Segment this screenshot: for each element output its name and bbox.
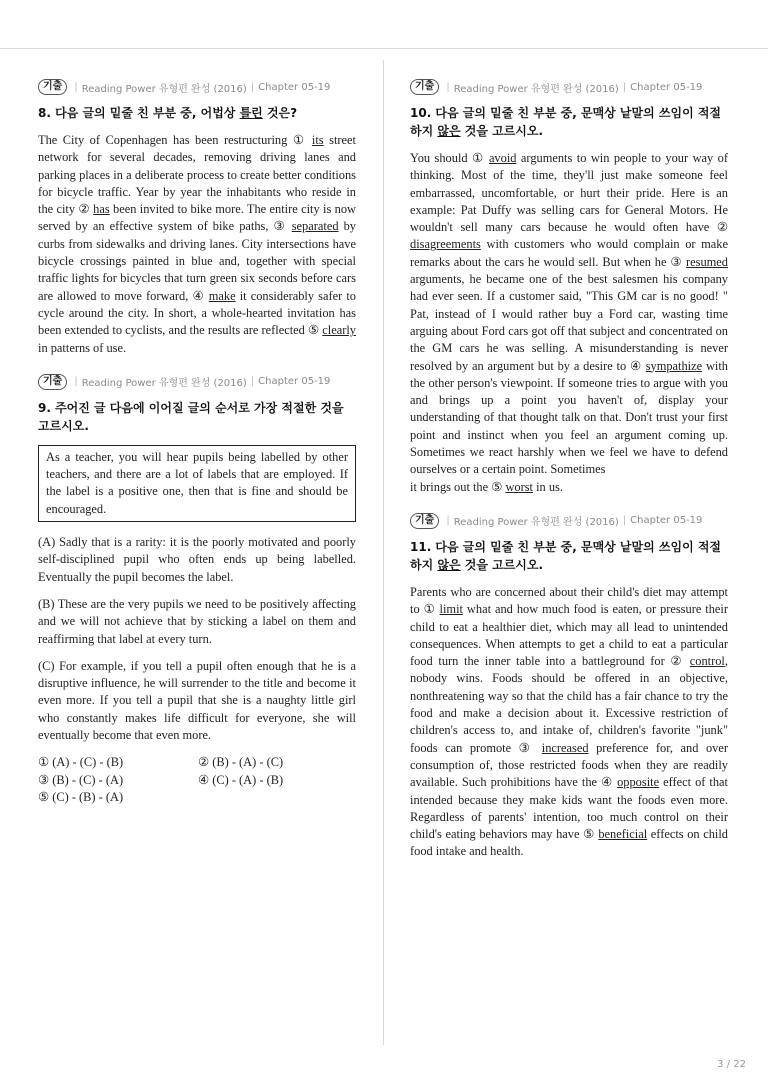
underlined-word: worst	[505, 479, 533, 494]
passage-text: what and how much food is eaten, or pressure their child to eat a healthier diet, which may all lead to unintended consequences. When attempts to get a child to eat a particular food turn the inner table into a battleground for ②	[410, 602, 728, 669]
source-label: Reading Power 유형편 완성 (2016)	[453, 517, 619, 529]
question-title	[38, 104, 356, 122]
choice-1[interactable]: ① (A) - (C) - (B)	[38, 755, 124, 770]
title-text: 것을 고르시오.	[460, 124, 544, 138]
passage-text: by curbs from sidewalks and driving lanes. City intersections have bicycle crossings painted in blue and, together with special traffic lights for bicycles that turn green six seconds before cars are allowed to move forward, ④	[38, 219, 356, 303]
passage-text: , nobody wins. Foods should be offered in an objective, nonthreatening way so that the child has a fair chance to try the food and make a decision about it. Excessive restriction of children's access to, and intake of, children's favorite "junk" foods can promote ③	[410, 654, 728, 755]
underlined-word: beneficial	[598, 827, 648, 842]
paragraph-b: (B) These are the very pupils we need to be positively affecting and we will not achieve that by sticking a label on them and reaffirming that label at every turn.	[38, 596, 356, 646]
passage-text: preference for, and over consumption of, those restricted foods when they are readily available. Such prohibitions have the ④	[410, 740, 728, 790]
title-text: 10. 다음 글의 밑줄 친 부분 중, 문맥상 낱말의 쓰임이 적절하지	[410, 106, 722, 138]
separator: |	[250, 81, 255, 93]
separator: |	[622, 515, 627, 527]
underlined-word: its	[311, 133, 324, 147]
separator: |	[622, 81, 627, 93]
passage-text: in us.	[532, 479, 563, 494]
passage-text: arguments, he became one of the best salesmen his company had ever seen. If a customer said, "This GM car is no good! " Pat, instead of I would rather buy a Ford car, wasting time arguing about Ford cars got off that subject and concentrated on the GM cars he was selling. A misunderstanding is never resolved by an argument but by a desire to ④	[410, 272, 728, 373]
source-label: Reading Power 유형편 완성 (2016)	[453, 83, 619, 95]
chapter-label: Chapter 05-19	[258, 376, 331, 388]
passage-text: it brings out the ⑤	[410, 479, 506, 494]
choice-4[interactable]: ④ (C) - (A) - (B)	[198, 772, 284, 787]
separator: |	[74, 81, 78, 93]
underlined-word: resumed	[686, 254, 728, 269]
title-text: 것을 고르시오.	[460, 557, 544, 572]
right-column	[410, 78, 728, 877]
title-underlined: 않은	[437, 557, 461, 572]
underlined-word: make	[208, 288, 236, 303]
underlined-word: opposite	[617, 775, 660, 790]
choice-5[interactable]: ⑤ (C) - (B) - (A)	[38, 789, 124, 804]
underlined-word: sympathize	[645, 358, 703, 373]
separator: |	[250, 376, 255, 388]
header-rule	[0, 48, 768, 49]
passage	[410, 150, 728, 496]
passage-text: with the other person's viewpoint. If someone tries to argue with you and brings up a point you haven't of, display your understanding of that thought talk on that. Don't trust your first point and instinct when you feel an argument coming up. Sometimes we react harshly when we feel we have to defend ourselves or a certain point. Sometimes	[410, 358, 728, 477]
passage-text: The City of Copenhagen has been restructuring ①	[38, 133, 312, 147]
chapter-label: Chapter 05-19	[258, 81, 331, 93]
chapter-label: Chapter 05-19	[630, 81, 703, 93]
underlined-word: increased	[541, 740, 589, 755]
exam-badge: 기출	[38, 79, 67, 95]
page-number: 3 / 22	[717, 1059, 746, 1070]
chapter-label: Chapter 05-19	[630, 515, 703, 527]
choice-3[interactable]: ③ (B) - (C) - (A)	[38, 772, 124, 787]
question-11	[410, 512, 728, 861]
underlined-word: avoid	[488, 151, 517, 165]
separator: |	[446, 515, 450, 527]
question-title	[410, 538, 728, 574]
separator: |	[446, 81, 450, 93]
question-8	[38, 78, 356, 357]
question-source-line	[410, 78, 728, 96]
source-label: Reading Power 유형편 완성 (2016)	[81, 378, 247, 390]
question-title: 9. 주어진 글 다음에 이어질 글의 순서로 가장 적절한 것을 고르시오.	[38, 400, 344, 433]
given-passage-box: As a teacher, you will hear pupils being labelled by other teachers, and there are a lot of labels that are employed. If the label is a positive one, then that is fine and should be encouraged.	[38, 445, 356, 522]
column-divider	[383, 60, 384, 1045]
title-underlined: 틀린	[239, 106, 263, 120]
left-column	[38, 78, 356, 822]
question-source-line	[38, 373, 356, 391]
underlined-word: clearly	[322, 323, 356, 338]
passage	[410, 584, 728, 861]
question-9	[38, 373, 356, 806]
exam-badge: 기출	[38, 374, 67, 390]
underlined-word: separated	[291, 219, 339, 234]
question-title	[410, 104, 728, 140]
title-text: 8. 다음 글의 밑줄 친 부분 중, 어법상	[38, 106, 240, 120]
question-source-line	[410, 512, 728, 530]
passage-text: it considerably safer to cycle around the city. In short, a whole-hearted invitation has been extended to cyclists, and the results are reflected ⑤	[38, 288, 356, 338]
question-source-line	[38, 78, 356, 96]
answer-choices	[38, 754, 356, 806]
passage-text: been invited to bike more. The entire city is now served by an effective system of bike paths, ③	[38, 202, 356, 234]
title-text: 11. 다음 글의 밑줄 친 부분 중, 문맥상 낱말의 쓰임이 적절하지	[410, 539, 722, 572]
passage-text: in patterns of use.	[38, 340, 127, 355]
title-underlined: 않은	[437, 124, 461, 138]
paragraph-a: (A) Sadly that is a rarity: it is the poorly motivated and poorly self-disciplined pupil who often ends up being labelled. Eventually the pupil becomes the label.	[38, 535, 356, 584]
separator: |	[74, 376, 78, 388]
underlined-word: control	[689, 654, 725, 669]
passage-text: effect of that intended because they make kids want the foods even more. Regardless of parents' intention, too much control on their child's eating behaviors may have ⑤	[410, 775, 728, 842]
passage-text: effects on child food intake and health.	[410, 827, 728, 859]
passage-text: arguments to win people to your way of thinking. Most of the time, they'll just make someone feel embarrassed, uncomfortable, or hurt their pride. Here is an example: Pat Duffy was selling cars for General Motors. He wouldn't sell many cars because he would often have ②	[410, 151, 728, 235]
source-label: Reading Power 유형편 완성 (2016)	[81, 83, 247, 95]
passage-text: You should ①	[410, 151, 489, 165]
passage-text: with customers who would complain or make remarks about the cars he would sell. But when he ③	[410, 237, 728, 269]
exam-badge: 기출	[410, 79, 439, 95]
underlined-word: disagreements	[410, 237, 481, 252]
title-text: 것은?	[262, 106, 298, 120]
exam-badge: 기출	[410, 513, 439, 529]
choice-2[interactable]: ② (B) - (A) - (C)	[198, 755, 284, 770]
underlined-word: has	[93, 202, 110, 217]
passage-text: street network for several decades, removing driving lanes and parking places in a deliberate process to create better conditions for bicycle traffic. Year by year the inhabitants who reside in the city ②	[38, 133, 356, 217]
underlined-word: limit	[439, 602, 463, 617]
question-10	[410, 78, 728, 496]
passage-text: Parents who are concerned about their child's diet may attempt to ①	[410, 584, 728, 617]
paragraph-c: (C) For example, if you tell a pupil often enough that he is a disruptive influence, he will surrender to the title and become it even more. If you tell a pupil that she is a naughty little girl who constantly makes life difficult for everyone, she will eventually become that even more.	[38, 658, 356, 743]
passage	[38, 132, 356, 357]
